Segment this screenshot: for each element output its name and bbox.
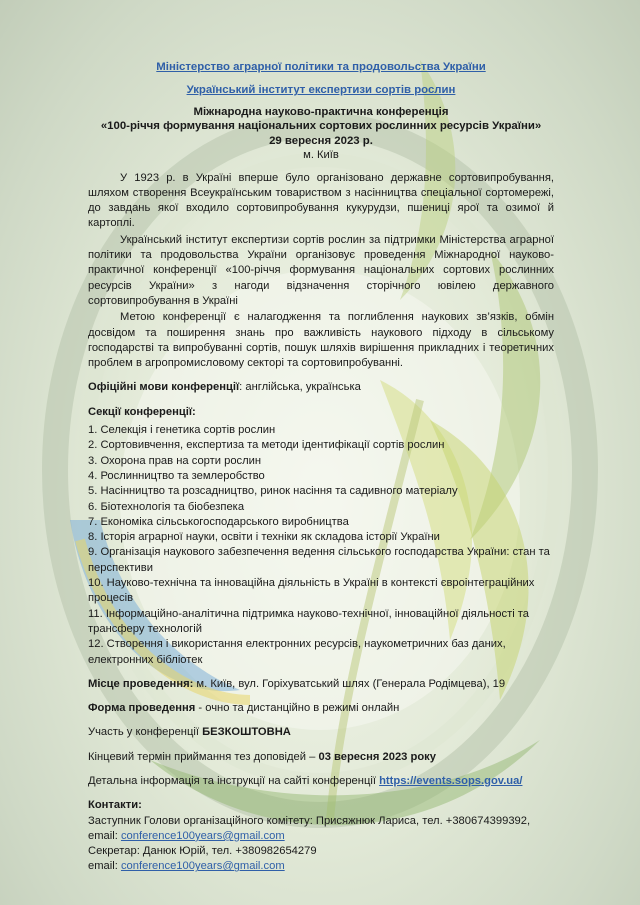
website-text: Детальна інформація та інструкції на сайті конференції [88, 774, 380, 787]
section-item: 7. Економіка сільськогосподарського виробництва [88, 515, 349, 528]
languages-line [88, 380, 554, 395]
announcement [88, 60, 554, 875]
website-link[interactable]: https://events.sops.gov.ua/ [379, 774, 523, 787]
contact-deputy: Заступник Голови організаційного комітету: Присяжнюк Лариса, тел. +380674399392, [88, 814, 531, 827]
section-item: 8. Історія аграрної науки, освіти і техніки як складова історії України [88, 531, 440, 544]
email-link-2[interactable]: conference100years@gmail.com [120, 860, 285, 873]
sections-label: Секції конференції: [88, 405, 196, 418]
venue-label: Місце проведення: [88, 677, 194, 690]
intro-paragraph-3: Метою конференції є налагодження та поглиблення наукових зв’язків, обмін досвідом та поширення знань про важливість наукового підходу в сільському господарстві та випробуванні сортів, пошук шляхів вирішення прикладних і теоретичних проблем в агропромисловому секторі та сортовипробуванні. [88, 311, 554, 370]
email-link-1[interactable]: conference100years@gmail.com [120, 829, 285, 842]
format-value: - очно та дистанційно в режимі онлайн [195, 702, 400, 715]
section-item: 9. Організація наукового забезпечення ведення сільського господарства України: стан та перспективи [88, 546, 550, 574]
contacts-block [88, 798, 554, 874]
participation-free: БЕЗКОШТОВНА [202, 726, 291, 739]
institute-link[interactable]: Український інститут експертизи сортів рослин [186, 84, 456, 97]
intro-paragraph-1: У 1923 р. в Україні вперше було організовано державне сортовипробування, шляхом створення Всеукраїнським товариством з насінництва спеціальної сортомережі, до завдань якої входило сортовипробування кукурудзи, пшениці ярої та озимої й картоплі. [88, 171, 554, 230]
intro-paragraph-2: Український інститут експертизи сортів рослин за підтримки Міністерства аграрної політики та продовольства України організовує проведення Міжнародної науково-практичної конференції «100-річчя формування національних сортових рослинних ресурсів України» з нагоди відзначення сторічного ювілею державного сортовипробування в Україні [88, 233, 554, 307]
email-label: email: [88, 860, 121, 873]
contact-email-row-2 [88, 859, 554, 874]
format-line [88, 701, 554, 716]
section-item: 10. Науково-технічна та інноваційна діяльність в Україні в контексті євроінтеграційних процесів [88, 577, 535, 605]
format-label: Форма проведення [88, 702, 196, 715]
venue-line [88, 677, 554, 692]
deadline-text: Кінцевий термін приймання тез доповідей – [88, 750, 319, 763]
section-item: 5. Насінництво та розсадництво, ринок насіння та садивного матеріалу [88, 485, 458, 498]
section-item: 2. Сортовивчення, експертиза та методи ідентифікації сортів рослин [88, 439, 445, 452]
languages-label: Офіційні мови конференції [88, 381, 240, 394]
participation-line [88, 725, 554, 740]
contact-secretary: Секретар: Данюк Юрій, тел. +380982654279 [88, 845, 317, 858]
conference-city: м. Київ [303, 149, 339, 162]
email-label: email: [88, 829, 121, 842]
sections-list [88, 423, 554, 668]
ministry-link[interactable]: Міністерство аграрної політики та продовольства України [156, 61, 486, 73]
contact-email-row-1 [88, 829, 554, 844]
conference-date: 29 вересня 2023 р. [269, 134, 373, 147]
deadline-date: 03 вересня 2023 року [318, 750, 436, 763]
section-item: 12. Створення і використання електронних ресурсів, наукометричних баз даних, електронних бібліотек [88, 638, 506, 666]
website-line [88, 774, 554, 789]
venue-value: м. Київ, вул. Горіхуватський шлях (Генерала Родімцева), 19 [193, 677, 506, 690]
section-item: 4. Рослинництво та землеробство [88, 469, 265, 482]
deadline-line [88, 750, 554, 765]
conference-title: Міжнародна науково-практична конференція [193, 105, 449, 118]
section-item: 3. Охорона прав на сорти рослин [88, 454, 262, 467]
conference-subtitle: «100-річчя формування національних сортових рослинних ресурсів України» [100, 120, 542, 133]
sections-block [88, 405, 554, 668]
section-item: 11. Інформаційно-аналітична підтримка науково-технічної, інноваційної діяльності та трансферу технологій [88, 607, 530, 635]
contacts-label: Контакти: [88, 799, 142, 812]
section-item: 6. Біотехнологія та біобезпека [88, 500, 245, 513]
section-item: 1. Селекція і генетика сортів рослин [88, 424, 276, 437]
participation-text: Участь у конференції [88, 726, 203, 739]
languages-value: : англійська, українська [239, 381, 361, 394]
